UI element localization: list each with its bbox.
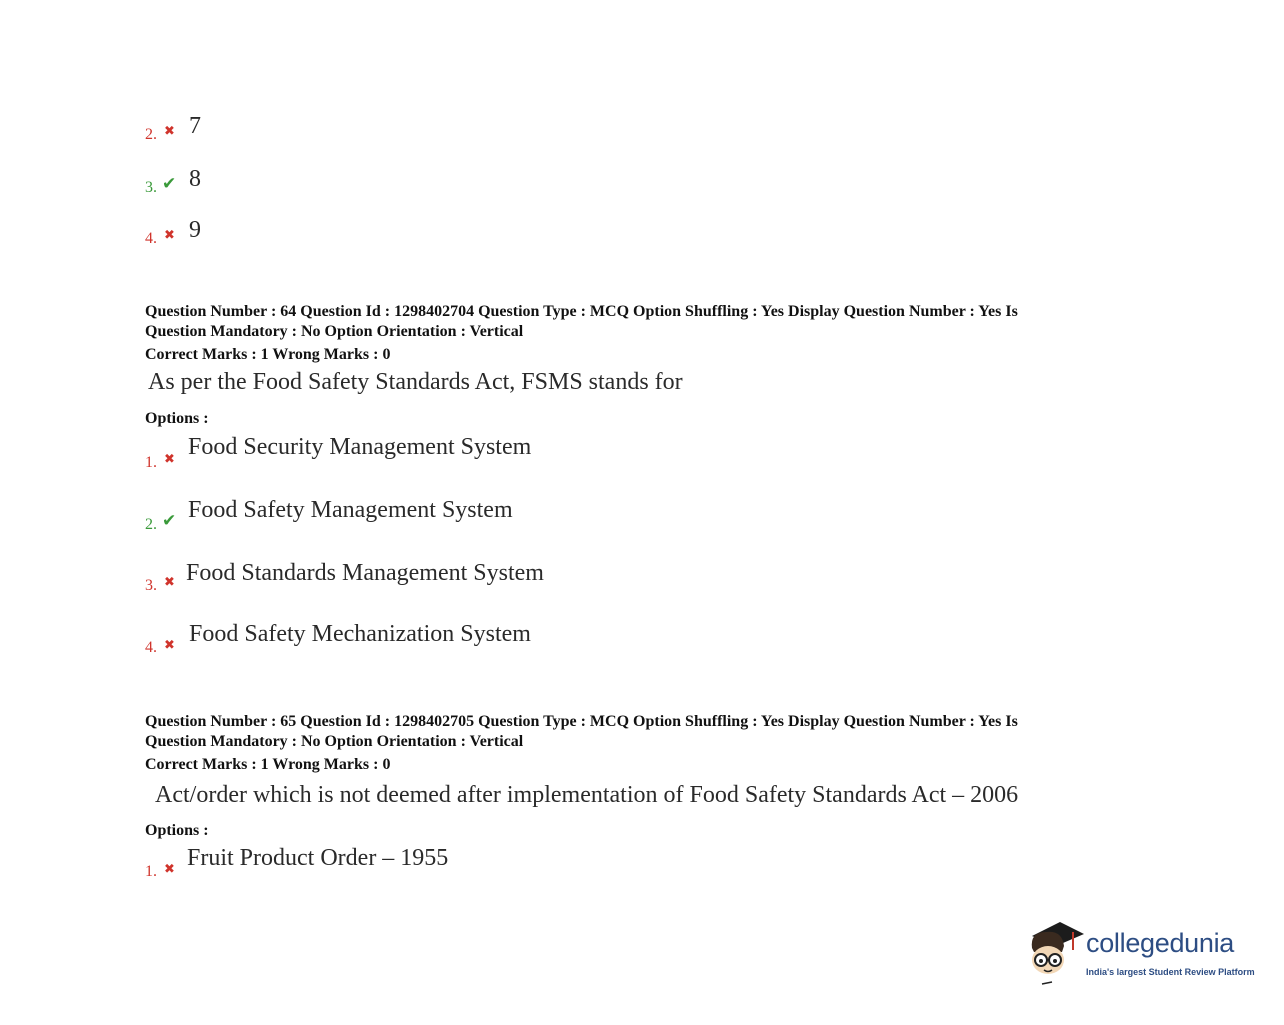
logo-tagline: India's largest Student Review Platform [1086, 967, 1255, 977]
cross-icon: ✖ [164, 124, 175, 139]
question-meta-line1: Question Number : 64 Question Id : 1298402704 Question Type : MCQ Option Shuffling : Yes Display Question Number : Yes Is [145, 303, 1018, 320]
question-meta-line1: Question Number : 65 Question Id : 1298402705 Question Type : MCQ Option Shuffling : Yes Display Question Number : Yes Is [145, 713, 1018, 730]
option-number: 4. [145, 639, 157, 656]
cross-icon: ✖ [164, 638, 175, 653]
option-text: 9 [189, 217, 201, 243]
logo-wordmark: collegedunia [1086, 928, 1235, 958]
option-number: 2. [145, 516, 157, 533]
option-text: Food Standards Management System [186, 560, 544, 586]
option-number: 1. [145, 454, 157, 471]
option-number: 2. [145, 126, 157, 143]
options-label: Options : [145, 410, 209, 427]
check-icon: ✔ [162, 511, 177, 531]
option-number: 4. [145, 230, 157, 247]
question-text: As per the Food Safety Standards Act, FSMS stands for [148, 369, 683, 395]
option-text: Food Safety Management System [188, 497, 513, 523]
option-text: Fruit Product Order – 1955 [187, 845, 449, 871]
cross-icon: ✖ [164, 228, 175, 243]
option-text: 7 [189, 113, 201, 139]
option-number: 1. [145, 863, 157, 880]
check-icon: ✔ [162, 174, 177, 194]
question-marks: Correct Marks : 1 Wrong Marks : 0 [145, 756, 391, 773]
options-label: Options : [145, 822, 209, 839]
collegedunia-logo [1024, 918, 1256, 988]
option-text: Food Security Management System [188, 434, 532, 460]
question-text: Act/order which is not deemed after implementation of Food Safety Standards Act – 2006 [155, 782, 1019, 808]
question-meta-line2: Question Mandatory : No Option Orientation : Vertical [145, 323, 524, 340]
cross-icon: ✖ [164, 862, 175, 877]
option-number: 3. [145, 179, 157, 196]
cross-icon: ✖ [164, 452, 175, 467]
question-marks: Correct Marks : 1 Wrong Marks : 0 [145, 346, 391, 363]
option-text: 8 [189, 166, 201, 192]
cross-icon: ✖ [164, 575, 175, 590]
question-meta-line2: Question Mandatory : No Option Orientation : Vertical [145, 733, 524, 750]
mascot-icon [1024, 918, 1086, 988]
option-text: Food Safety Mechanization System [189, 621, 531, 647]
option-number: 3. [145, 577, 157, 594]
